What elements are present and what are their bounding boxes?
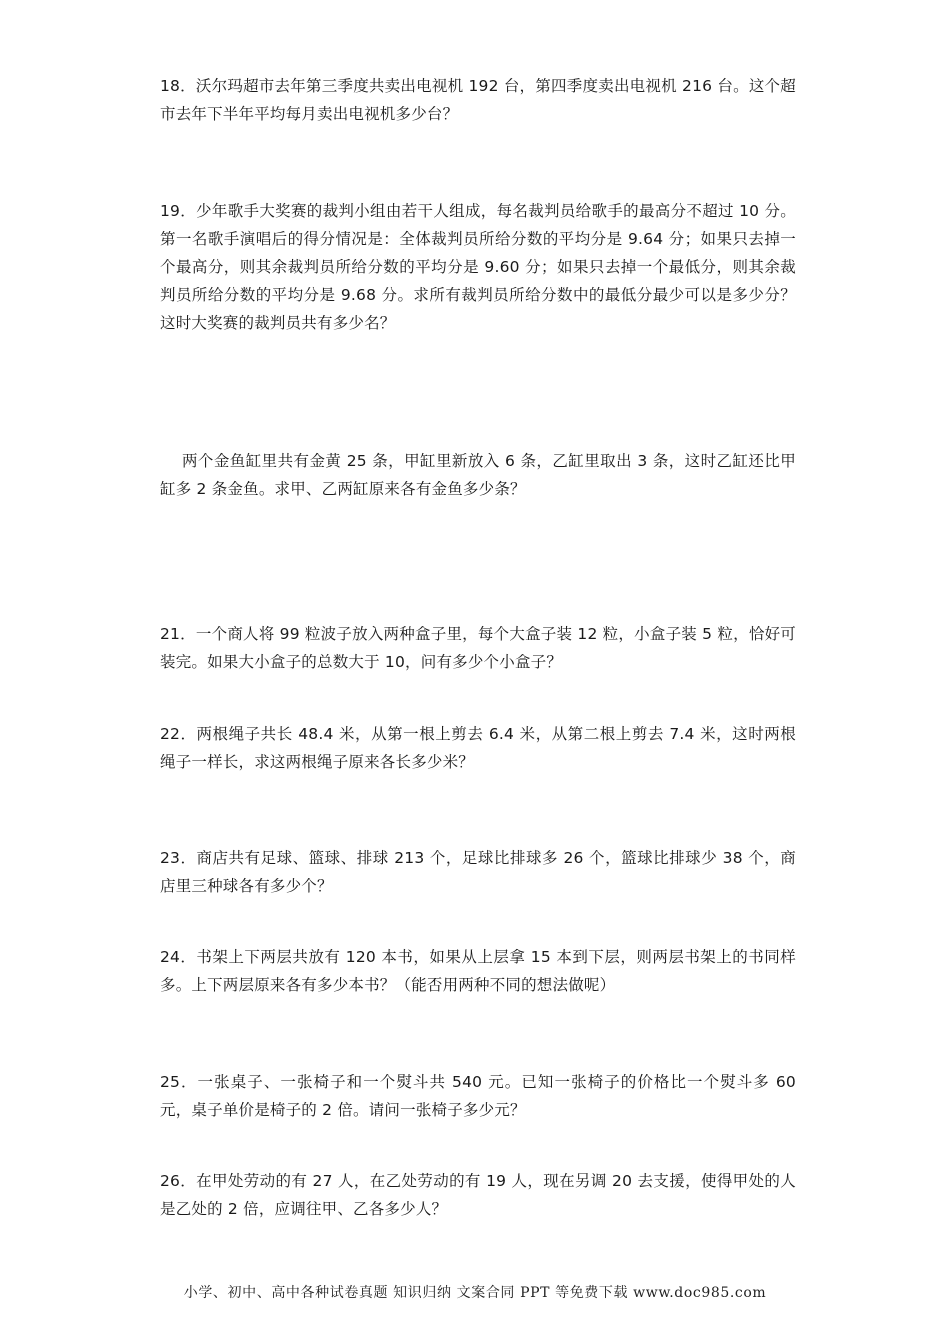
problem-25: 25．一张桌子、一张椅子和一个熨斗共 540 元。已知一张椅子的价格比一个熨斗多 60 元，桌子单价是椅子的 2 倍。请问一张椅子多少元？ bbox=[160, 1073, 796, 1119]
problem-18: 18．沃尔玛超市去年第三季度共卖出电视机 192 台，第四季度卖出电视机 216 台。这个超市去年下半年平均每月卖出电视机多少台？ bbox=[160, 77, 796, 123]
problem-20: 两个金鱼缸里共有金黄 25 条，甲缸里新放入 6 条，乙缸里取出 3 条，这时乙缸还比甲缸多 2 条金鱼。求甲、乙两缸原来各有金鱼多少条？ bbox=[160, 452, 796, 498]
problem-19: 19．少年歌手大奖赛的裁判小组由若干人组成，每名裁判员给歌手的最高分不超过 10 分。第一名歌手演唱后的得分情况是：全体裁判员所给分数的平均分是 9.64 分；如果只去掉一个最高分，则其余裁判员所给分数的平均分是 9.60 分；如果只去掉一个最低分，则其余裁判员所给分数的平均分是 9.68 分。求所有裁判员所给分数中的最低分最少可以是多少分？这时大奖赛的裁判员共有多少名？ bbox=[160, 202, 796, 332]
problem-23: 23．商店共有足球、篮球、排球 213 个，足球比排球多 26 个，篮球比排球少 38 个，商店里三种球各有多少个？ bbox=[160, 849, 796, 895]
problem-24: 24．书架上下两层共放有 120 本书，如果从上层拿 15 本到下层，则两层书架上的书同样多。上下两层原来各有多少本书？（能否用两种不同的想法做呢） bbox=[160, 948, 796, 994]
problem-21: 21．一个商人将 99 粒波子放入两种盒子里，每个大盒子装 12 粒，小盒子装 5 粒，恰好可装完。如果大小盒子的总数大于 10，问有多少个小盒子？ bbox=[160, 625, 796, 671]
problem-26: 26．在甲处劳动的有 27 人，在乙处劳动的有 19 人，现在另调 20 去支援，使得甲处的人是乙处的 2 倍，应调往甲、乙各多少人？ bbox=[160, 1172, 796, 1218]
problem-22: 22．两根绳子共长 48.4 米，从第一根上剪去 6.4 米，从第二根上剪去 7.4 米，这时两根绳子一样长，求这两根绳子原来各长多少米？ bbox=[160, 725, 796, 771]
page-footer: 小学、初中、高中各种试卷真题 知识归纳 文案合同 PPT 等免费下载 www.doc985.com bbox=[183, 1285, 767, 1301]
